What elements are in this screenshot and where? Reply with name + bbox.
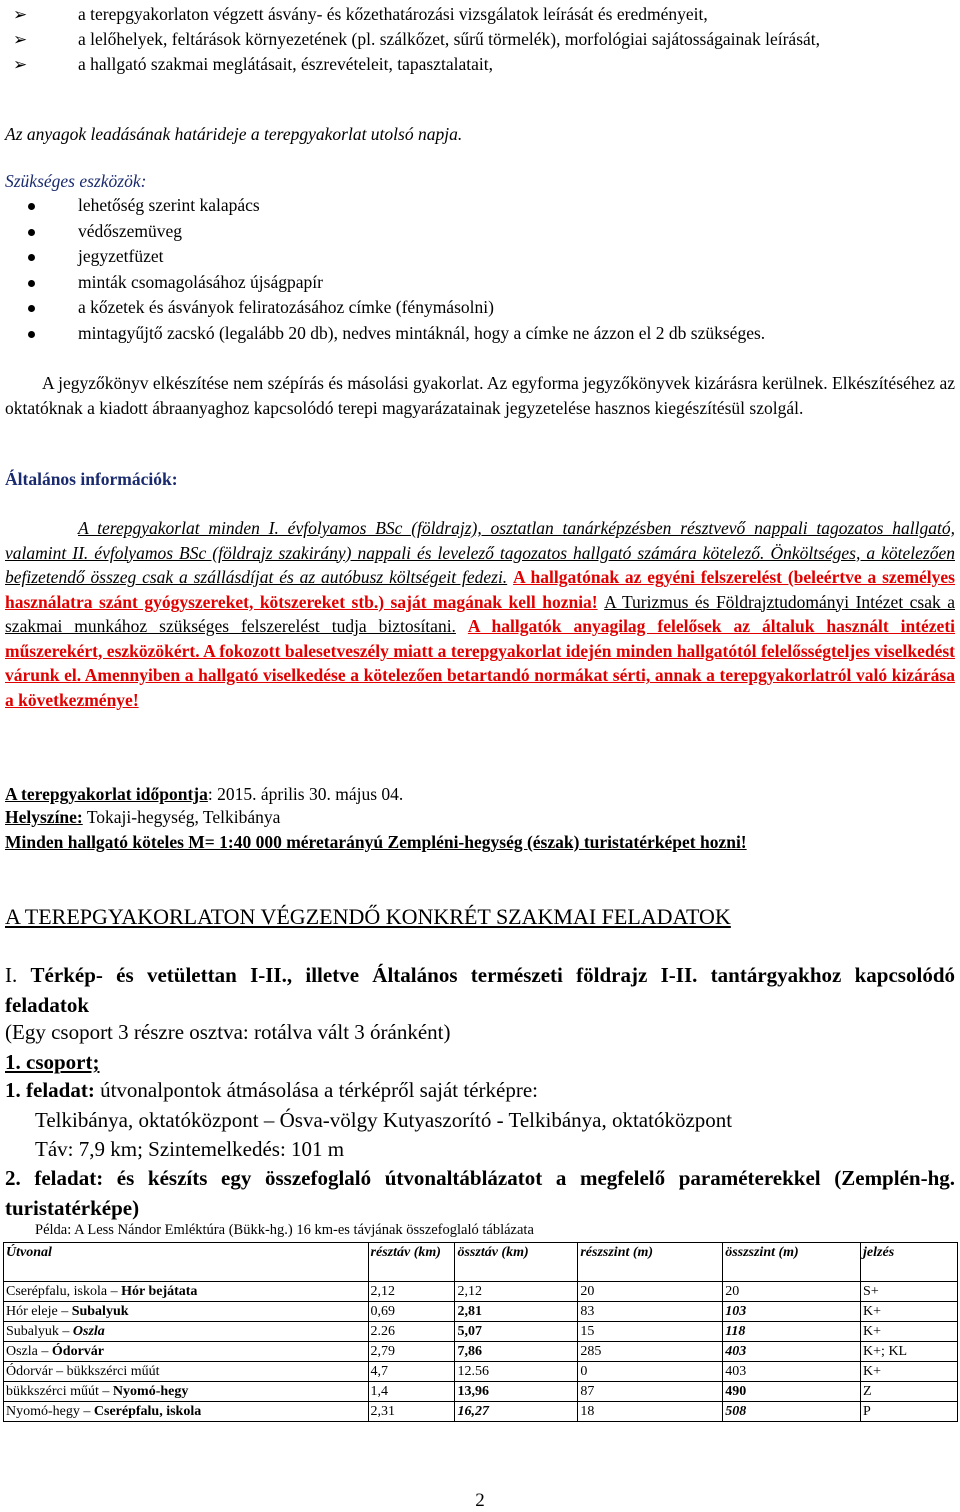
date-label: A terepgyakorlat időpontja — [5, 784, 208, 804]
mark-cell: Z — [861, 1382, 958, 1402]
total-km-cell: 12.56 — [455, 1362, 578, 1382]
general-heading: Általános információk: — [5, 469, 178, 489]
total-m-cell: 20 — [723, 1282, 861, 1302]
route-cell: bükkszérci műút – Nyomó-hegy — [4, 1382, 369, 1402]
location-label: Helyszíne: — [5, 807, 83, 827]
subject-heading-title: Térkép- és vetülettan I-II., illetve Általános természeti földrajz I-II. tantárgyakhoz kapcsolódó feladatok — [5, 963, 955, 1017]
total-km-cell: 7,86 — [455, 1342, 578, 1362]
mark-cell: K+ — [861, 1322, 958, 1342]
list-item: lehetőség szerint kalapács — [5, 193, 765, 219]
total-km-cell: 5,07 — [455, 1322, 578, 1342]
part-m-cell: 285 — [578, 1342, 723, 1362]
part-m-cell: 20 — [578, 1282, 723, 1302]
total-m-cell: 403 — [723, 1342, 861, 1362]
part-m-cell: 15 — [578, 1322, 723, 1342]
date-line — [5, 783, 403, 805]
location-line — [5, 806, 280, 828]
list-item: védőszemüveg — [5, 219, 765, 245]
tasks-heading: A TEREPGYAKORLATON VÉGZENDŐ KONKRÉT SZAKMAI FELADATOK — [5, 904, 731, 929]
arrow-bullet-icon: ➢ — [13, 55, 28, 74]
general-warning-2: A hallgatók anyagilag felelősek az általuk használt intézeti műszerekért, eszközökért. A fokozott balesetveszély miatt a terepgyakorlat idején minden hallgatótól felelősségteljes viselkedést várunk el. Amennyiben a hallgató viselkedése a kötelezően betartandó normákat sérti, annak a terepgyakorlatról való kizárása a következménye! — [5, 616, 956, 710]
arrow-bullet-icon: ➢ — [13, 30, 28, 49]
list-item: ➢ a lelőhelyek, feltárások környezetének (pl. szálkőzet, sűrű törmelék), morfológiai sajátosságainak leírását, — [5, 27, 955, 52]
part-km-cell: 0,69 — [368, 1302, 455, 1322]
general-text-1: A terepgyakorlat minden I. évfolyamos BSc (földrajz), osztatlan tanárképzésben résztvevő nappali tagozatos hallgató, valamint II. évfolyamos BSc (földrajz szakirány) nappali és levelező tagozatos hallgató számára kötelező. Önköltséges, a kötelezően befizetendő összeg csak a szállásdíjat és az autóbusz költségeit fedezi. — [5, 518, 955, 587]
list-item: mintagyűjtő zacskó (legalább 20 db), nedves mintáknál, hogy a címke ne ázzon el 2 db szükséges. — [5, 321, 765, 347]
list-item: minták csomagolásához újságpapír — [5, 270, 765, 296]
mark-cell: K+ — [861, 1362, 958, 1382]
route-cell: Hór eleje – Subalyuk — [4, 1302, 369, 1322]
intro-list — [5, 2, 955, 77]
group-note: (Egy csoport 3 részre osztva: rotálva vált 3 óránként) — [5, 1020, 451, 1044]
bullet-icon — [28, 280, 35, 287]
route-table — [3, 1242, 958, 1422]
list-item: ➢ a hallgató szakmai meglátásait, észrevételeit, tapasztalatait, — [5, 52, 955, 77]
column-header: Útvonal — [4, 1243, 369, 1282]
subject-heading-roman: I. — [5, 963, 31, 987]
table-row — [4, 1402, 958, 1422]
page-number: 2 — [475, 1490, 485, 1511]
general-info-paragraph — [5, 516, 955, 712]
task1-stats: Táv: 7,9 km; Szintemelkedés: 101 m — [35, 1137, 345, 1161]
route-cell: Cserépfalu, iskola – Hór bejátata — [4, 1282, 369, 1302]
subject-heading — [5, 960, 955, 1020]
column-header: résztáv (km) — [368, 1243, 455, 1282]
bullet-icon — [28, 331, 35, 338]
deadline-text: Az anyagok leadásának határideje a terepgyakorlat utolsó napja. — [5, 124, 463, 144]
general-text-2: A Turizmus és Földrajztudományi Intézet csak a szakmai munkához szükséges felszerelést tudja biztosítani. — [5, 591, 956, 636]
location-value: Tokaji-hegység, Telkibánya — [82, 807, 281, 827]
part-km-cell: 2.26 — [368, 1322, 455, 1342]
part-m-cell: 83 — [578, 1302, 723, 1322]
part-km-cell: 4,7 — [368, 1362, 455, 1382]
example-caption: Példa: A Less Nándor Emléktúra (Bükk-hg.) 16 km-es távjának összefoglaló táblázata — [35, 1222, 534, 1238]
part-m-cell: 0 — [578, 1362, 723, 1382]
total-km-cell: 13,96 — [455, 1382, 578, 1402]
general-warning-1: A hallgatónak az egyéni felszerelést (beleértve a személyes használatra szánt gyógyszereket, kötszereket stb.) saját magának kell hoznia! — [5, 567, 955, 612]
list-item: jegyzetfüzet — [5, 244, 765, 270]
list-item: a kőzetek és ásványok feliratozásához címke (fénymásolni) — [5, 295, 765, 321]
map-notice: Minden hallgató köteles M= 1:40 000 méretarányú Zempléni-hegység (észak) turistatérképet hozni! — [5, 832, 747, 852]
column-header: össztáv (km) — [455, 1243, 578, 1282]
total-m-cell: 403 — [723, 1362, 861, 1382]
part-m-cell: 87 — [578, 1382, 723, 1402]
tools-heading: Szükséges eszközök: — [5, 171, 147, 191]
table-row — [4, 1282, 958, 1302]
total-m-cell: 490 — [723, 1382, 861, 1402]
part-km-cell: 2,79 — [368, 1342, 455, 1362]
total-m-cell: 103 — [723, 1302, 861, 1322]
table-row — [4, 1342, 958, 1362]
task1-label: 1. feladat: — [5, 1078, 95, 1102]
column-header: részszint (m) — [578, 1243, 723, 1282]
arrow-bullet-icon: ➢ — [13, 5, 28, 24]
total-km-cell: 16,27 — [455, 1402, 578, 1422]
part-km-cell: 1,4 — [368, 1382, 455, 1402]
group-label: 1. csoport; — [5, 1050, 100, 1074]
table-row — [4, 1302, 958, 1322]
total-km-cell: 2,12 — [455, 1282, 578, 1302]
column-header: jelzés — [861, 1243, 958, 1282]
bullet-icon — [28, 203, 35, 210]
route-cell: Subalyuk – Oszla — [4, 1322, 369, 1342]
route-cell: Nyomó-hegy – Cserépfalu, iskola — [4, 1402, 369, 1422]
mark-cell: K+; KL — [861, 1342, 958, 1362]
table-header-row — [4, 1243, 958, 1282]
bullet-icon — [28, 229, 35, 236]
task1-text: útvonalpontok átmásolása a térképről saját térképre: — [94, 1078, 539, 1102]
total-km-cell: 2,81 — [455, 1302, 578, 1322]
notebook-paragraph: A jegyzőkönyv elkészítése nem szépírás és másolási gyakorlat. Az egyforma jegyzőkönyvek kizárásra kerülnek. Elkészítéséhez az oktatóknak a kiadott ábraanyaghoz kapcsolódó terepi magyarázatainak jegyzetelése hasznos kiegészítésül szolgál. — [5, 373, 955, 418]
part-km-cell: 2,12 — [368, 1282, 455, 1302]
part-m-cell: 18 — [578, 1402, 723, 1422]
total-m-cell: 508 — [723, 1402, 861, 1422]
bullet-icon — [28, 254, 35, 261]
table-row — [4, 1382, 958, 1402]
route-cell: Ódorvár – bükkszérci műút — [4, 1362, 369, 1382]
mark-cell: K+ — [861, 1302, 958, 1322]
table-row — [4, 1322, 958, 1342]
task1-line — [5, 1076, 538, 1104]
route-cell: Oszla – Ódorvár — [4, 1342, 369, 1362]
column-header: összszint (m) — [723, 1243, 861, 1282]
table-row — [4, 1362, 958, 1382]
date-value: : 2015. április 30. május 04. — [207, 784, 404, 804]
total-m-cell: 118 — [723, 1322, 861, 1342]
task1-route: Telkibánya, oktatóközpont – Ósva-völgy Kutyaszorító - Telkibánya, oktatóközpont — [35, 1108, 733, 1132]
tools-list — [5, 193, 765, 346]
mark-cell: S+ — [861, 1282, 958, 1302]
list-item: ➢ a terepgyakorlaton végzett ásvány- és kőzethatározási vizsgálatok leírását és eredményeit, — [5, 2, 955, 27]
bullet-icon — [28, 305, 35, 312]
mark-cell: P — [861, 1402, 958, 1422]
task2-text: 2. feladat: és készíts egy összefoglaló útvonaltáblázatot a megfelelő paraméterekkel (Zemplén-hg. turistatérképe) — [5, 1166, 955, 1220]
part-km-cell: 2,31 — [368, 1402, 455, 1422]
